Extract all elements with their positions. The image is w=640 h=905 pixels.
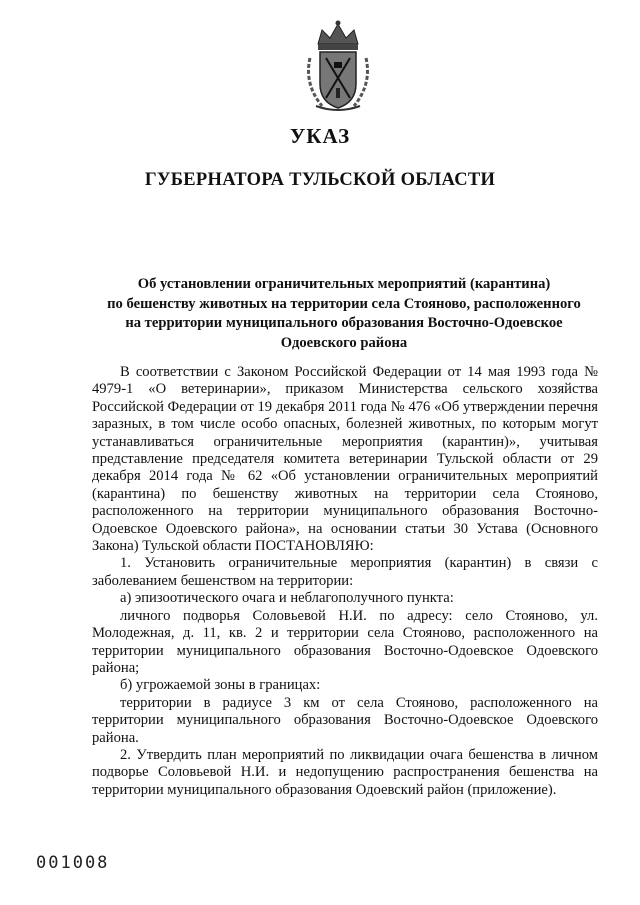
document-body <box>92 364 598 799</box>
document-type: УКАЗ <box>289 124 351 148</box>
clause-1b-heading: б) угрожаемой зоны в границах: <box>120 677 321 694</box>
clause-2-paragraph: 2. Утвердить план мероприятий по ликвидации очага бешенства в личном подворье Соловьевой Н.И. и недопущению распространения бешенства на территории муниципального образования Одоевский район (приложение). <box>92 746 598 798</box>
title-line: Одоевского района <box>280 334 408 351</box>
clause-1a-heading: а) эпизоотического очага и неблагополучного пункта: <box>120 590 454 607</box>
document-issuer: ГУБЕРНАТОРА ТУЛЬСКОЙ ОБЛАСТИ <box>144 170 496 190</box>
title-line: на территории муниципального образования Восточно-Одоевское <box>125 315 563 331</box>
clause-1a-text: личного подворья Соловьевой Н.И. по адресу: село Стояново, ул. Молодежная, д. 11, кв. 2 и территории села Стояново, расположенного на территории муниципального образования Восточно-Одоевское Одоевского района; <box>92 607 598 676</box>
clause-1-paragraph: 1. Установить ограничительные мероприятия (карантин) в связи с заболеванием бешенством на территории: <box>92 555 598 589</box>
tula-region-coat-of-arms-icon <box>300 18 376 114</box>
serial-number: 001008 <box>36 853 110 873</box>
document-title <box>90 275 598 353</box>
preamble-paragraph: В соответствии с Законом Российской Федерации от 14 мая 1993 года № 4979-1 «О ветеринарии», приказом Министерства сельского хозяйства Российской Федерации от 19 декабря 2011 года № 476 «Об утверждении перечня заразных, в том числе особо опасных, болезней животных, по которым могут устанавливаться ограничительные мероприятия (карантин)», учитывая представление председателя комитета ветеринарии Тульской области от 29 декабря 2014 года № 62 «Об установлении ограничительных мероприятий (карантина) по бешенству животных на территории села Стояново, расположенного на территории муниципального образования Восточно-Одоевское Одоевского района», на основании статьи 30 Устава (Основного Закона) Тульской области ПОСТАНОВЛЯЮ: <box>92 364 598 555</box>
title-line: по бешенству животных на территории села Стояново, расположенного <box>107 295 581 312</box>
title-line: Об установлении ограничительных мероприятий (карантина) <box>137 276 551 292</box>
clause-1b-text: территории в радиусе 3 км от села Стояново, расположенного на территории муниципального образования Восточно-Одоевское Одоевского района. <box>92 694 598 746</box>
